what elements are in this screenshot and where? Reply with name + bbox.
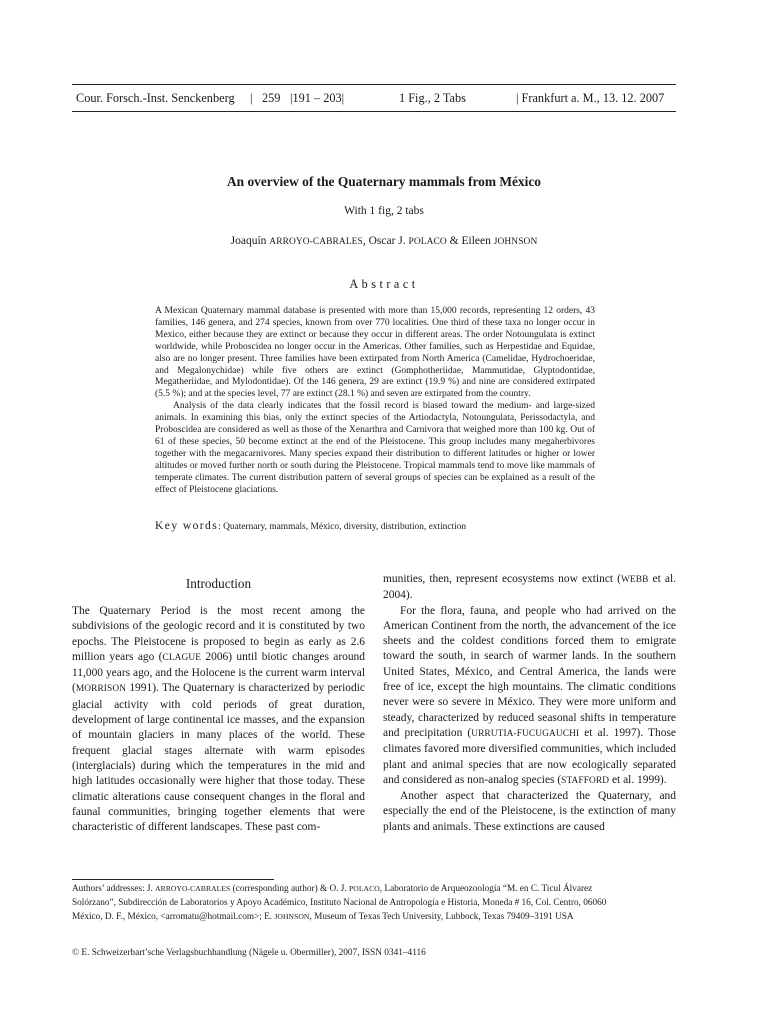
footnote-line: Solórzano”, Subdirección de Laboratorios y Apoyo Académico, Instituto Nacional de Antropología e Historia, Moneda # 16, Col. Centro, 06060 <box>72 898 607 909</box>
text-run: (corresponding author) & O. J. <box>230 884 350 894</box>
body-paragraph <box>72 604 365 835</box>
author-name: POLACO <box>349 884 380 893</box>
footnote-rule <box>72 879 274 880</box>
body-paragraph: Another aspect that characterized the Quaternary, and especially the end of the Pleistocene, is the extinction of many plants and animals. These extinctions are caused <box>383 790 676 833</box>
text-run: , Museum of Texas Tech University, Lubbock, Texas 79409–3191 USA <box>309 912 574 923</box>
body-column-right <box>383 572 676 835</box>
author-list <box>0 233 768 250</box>
citation-author: STAFFORD <box>561 775 610 786</box>
text-run: 1991). The Quaternary is characterized by periodic glacial activity with cold periods of great duration, development of large continental ice masses, and the expansion of mountain glaciers in many places of the world. These frequent glacial stages alternate with warm episodes (interglacials) during which the temperatures in the mid and high latitudes occasionally were higher that those today. These climatic alterations cause consequent changes in the floral and faunal communities, bringing together elements that were characteristic of different landscapes. These past com- <box>72 682 365 834</box>
keywords-text: : Quaternary, mammals, México, diversity, distribution, extinction <box>218 522 467 532</box>
author-last-name: JOHNSON <box>493 237 538 247</box>
text-run: 2006) until biotic changes around 11,000 years ago, and the Holocene is the current warm interval ( <box>72 650 365 695</box>
authors-addresses-footnote <box>72 882 676 925</box>
author-separator: & <box>446 235 462 247</box>
citation-author: MORRISON <box>75 684 127 695</box>
place-date: | Frankfurt a. M., 13. 12. 2007 <box>516 91 665 105</box>
author-first-name: Joaquín <box>230 235 267 247</box>
author-name: JOHNSON <box>274 912 310 922</box>
volume-separator: | <box>250 91 253 105</box>
author-name: ARROYO-CABRALES <box>155 884 231 893</box>
body-paragraph <box>383 572 676 604</box>
abstract-paragraph: A Mexican Quaternary mammal database is presented with more than 15,000 records, representing 12 orders, 43 families, 146 genera, and 274 species, known from over 770 localities. One third of these taxa no longer occur in Mexico, either because they are extinct or because they occur in different areas. The order Notoungulata is extinct worldwide, while Proboscidea no longer occur in the Americas. Other families, such as Herpestidae and Equidae, also are no longer present. Three families have been extirpated from North America (Camelidae, Hydrochoeridae, and Megalonychidae) while five others are extinct (Gomphotheriidae, Mammutidae, Glyptodontidae, Megatheriidae, and Mylodontidae). Of the 146 genera, 29 are extinct (19.9 %) and nine are considered extirpated (5.5 %); and at the species level, 77 are extinct (28.1 %) and seven are extirpated from the country. <box>155 306 595 400</box>
body-column-left <box>72 576 365 835</box>
keywords-label: Key words <box>155 519 219 532</box>
article-title: An overview of the Quaternary mammals from México <box>227 174 541 189</box>
running-header <box>76 88 676 108</box>
author-last-name: POLACO <box>408 237 447 247</box>
text-run: , Laboratorio de Arqueozoología “M. en C. Ticul Álvarez <box>379 884 593 894</box>
footnote-line <box>72 882 676 896</box>
author-separator: , <box>362 235 369 247</box>
author-last-name: ARROYO-CABRALES <box>269 237 363 247</box>
citation-author: CLAGUE <box>162 652 202 663</box>
text-run: México, D. F., México, <arromatu@hotmail.com>; E. <box>72 912 275 923</box>
citation-author: WEBB <box>620 575 649 585</box>
copyright-line: © E. Schweizerbart’sche Verlagsbuchhandlung (Nägele u. Obermiller), 2007, ISSN 0341–4116 <box>72 948 426 958</box>
volume-number: 259 <box>262 91 281 105</box>
abstract-body <box>155 306 595 497</box>
journal-name: Cour. Forsch.-Inst. Senckenberg <box>76 91 235 105</box>
citation-author: URRUTIA-FUCUGAUCHI <box>471 728 580 739</box>
page-range: |191 – 203| <box>290 91 345 105</box>
abstract-paragraph: Analysis of the data clearly indicates that the fossil record is biased toward the medium- and large-sized animals. In examining this bias, only the extinct species of the Artiodactyla, Notoungulata, Perissodactyla, and Proboscidea are considered as well as those of the Xenarthra and Carnivora that weighed more than 100 kg. Out of 61 of these species, 50 become extinct at the end of the Pleistocene. This group includes many megaherbivores together with the megacarnivores. Many species expand their distribution to different latitudes or higher or lower altitudes or moved further north or south during the Pleistocene. Tropical mammals tend to move like mammals of temperate climates. The current distribution pattern of several groups of species can be explained as a result of the effect of Pleistocene glaciations. <box>155 401 595 495</box>
header-rule <box>72 111 676 112</box>
body-paragraph <box>383 604 676 790</box>
text-run: For the flora, fauna, and people who had arrived on the American Continent from the north, the advancement of the ice sheets and the coldest conditions forced them to emigrate toward the south, in search of warmer lands. In the southern United States, México, and Central America, the lands were free of ice, except the high mountains. The climatic conditions never were so severe in México. They were more uniform and steady, characterized by reduced seasonal shifts in temperature and precipitation ( <box>383 604 676 739</box>
section-heading-introduction: Introduction <box>185 576 252 591</box>
footnote-line <box>72 910 676 924</box>
text-run: et al. 1999). <box>609 773 667 786</box>
text-run: et al. 1997). Those climates favored more diversified communities, which included plant and animal species that are now ecologically separated and considered as non-analog species ( <box>383 726 677 786</box>
text-run: Authors’ addresses: J. <box>72 884 156 894</box>
text-run: et al. 2004). <box>383 573 676 602</box>
author-first-name: Eileen <box>461 235 491 247</box>
top-rule <box>72 84 676 85</box>
abstract-heading: Abstract <box>349 277 419 291</box>
figure-count: 1 Fig., 2 Tabs <box>399 91 466 105</box>
author-first-name: Oscar J. <box>368 235 406 247</box>
keywords-line <box>155 519 615 534</box>
article-subtitle: With 1 fig, 2 tabs <box>344 205 424 217</box>
text-run: The Quaternary Period is the most recent among the subdivisions of the geologic record and it is constituted by two epochs. The Pleistocene is proposed to begin as early as 2.6 million years ago ( <box>72 605 365 663</box>
text-run: munities, then, represent ecosystems now extinct ( <box>383 573 621 585</box>
